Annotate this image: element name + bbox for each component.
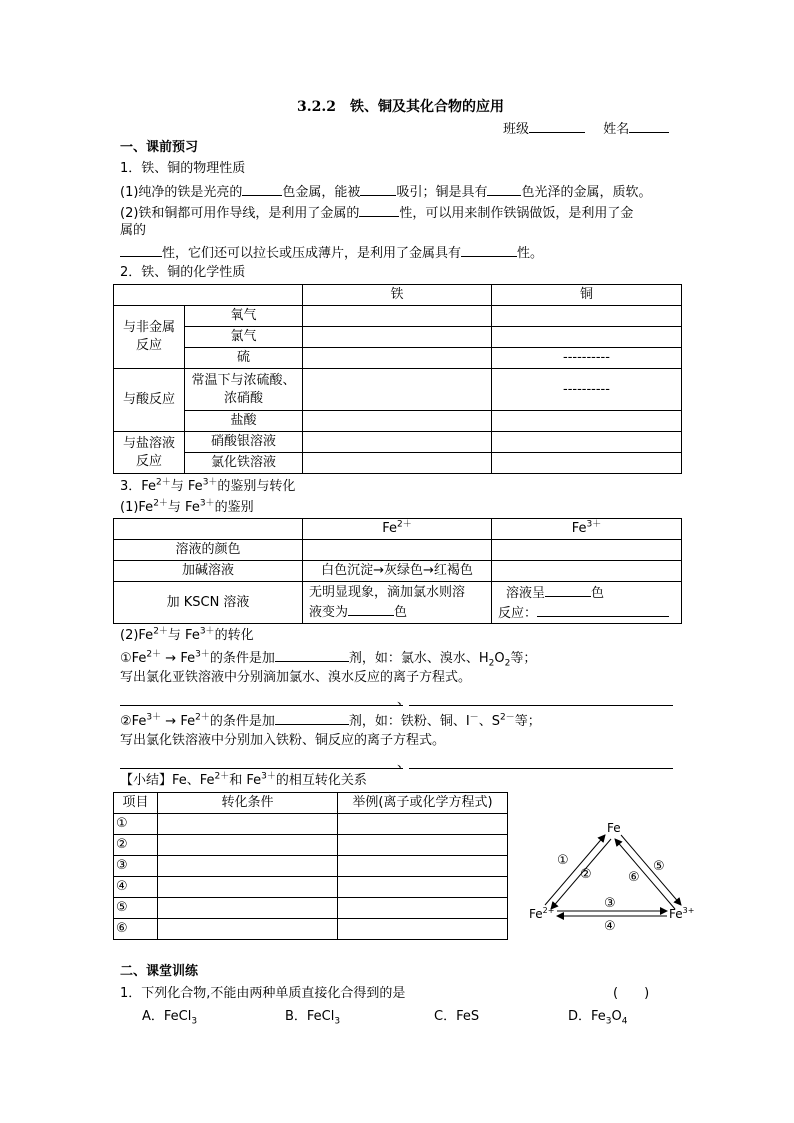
row-add-kscn: 加 KSCN 溶液 <box>114 582 303 624</box>
label-1: ① <box>557 853 569 868</box>
summary-cell[interactable] <box>158 877 338 898</box>
table1-corner <box>114 285 303 306</box>
sup-3plus: 3＋ <box>261 771 276 782</box>
conv1-b: → Fe <box>161 651 196 666</box>
conv2-c: 的条件是加 <box>209 714 275 729</box>
option-b-sub: 3 <box>334 1016 341 1027</box>
group-nonmetal <box>114 306 185 369</box>
comma-1: 、 <box>397 693 411 708</box>
conc-acid-line1: 常温下与浓硫酸、 <box>191 372 296 388</box>
cell-sulfur-copper-dashes: ---------- <box>492 348 682 369</box>
conv2-b: → Fe <box>161 714 196 729</box>
label-3: ③ <box>604 896 616 911</box>
summary-row-label: ④ <box>114 877 158 898</box>
option-d-sub1: 3 <box>605 1016 612 1027</box>
cell-base-fe2: 白色沉淀→灰绿色→红褐色 <box>303 561 492 582</box>
q1-p1-b: 色金属，能被 <box>282 185 361 200</box>
kscn-fe3-b: 色 <box>591 585 605 601</box>
row-chlorine: 氯气 <box>185 327 303 348</box>
summary-cell[interactable] <box>158 898 338 919</box>
node-fe2-sup: 2+ <box>542 906 555 915</box>
cell-chlorine-iron[interactable] <box>303 327 492 348</box>
summary-cell[interactable] <box>158 835 338 856</box>
cell-color-fe2[interactable] <box>303 540 492 561</box>
class-field <box>503 119 669 139</box>
sup-3plus: 3＋ <box>199 626 215 637</box>
option-d[interactable] <box>568 1008 627 1026</box>
q1-p2-b: 性，可以用来制作铁锅做饭，是利用了金 <box>399 206 634 221</box>
cell-sulfur-iron[interactable] <box>303 348 492 369</box>
cell-conc-acid-iron[interactable] <box>303 369 492 411</box>
summary-cell[interactable] <box>338 919 508 940</box>
chemical-properties-table <box>113 284 682 474</box>
conversion-2 <box>120 711 541 731</box>
group-nonmetal-line2: 反应 <box>135 338 162 353</box>
cell-agno3-copper[interactable] <box>492 432 682 453</box>
q1-p2-a: (2)铁和铜都可用作导线，是利用了金属的 <box>120 206 360 221</box>
node-fe: Fe <box>607 821 621 835</box>
q2-title: 2．铁、铜的化学性质 <box>120 265 246 280</box>
row-add-base: 加碱溶液 <box>114 561 303 582</box>
class-blank[interactable] <box>529 119 585 133</box>
label-4: ④ <box>604 919 616 934</box>
blank-kscn-fe3-reaction[interactable] <box>537 603 669 617</box>
summary-title <box>120 772 367 790</box>
blank-iron-color[interactable] <box>242 182 282 196</box>
cell-hcl-iron[interactable] <box>303 411 492 432</box>
answer-line-1b[interactable] <box>409 705 673 706</box>
q1-p3-b: 性。 <box>517 246 544 261</box>
kscn-fe2-line1: 无明显现象，滴加氯水则溶 <box>309 584 466 600</box>
summary-row-label: ⑥ <box>114 919 158 940</box>
summary-cell[interactable] <box>338 814 508 835</box>
row-solution-color: 溶液的颜色 <box>114 540 303 561</box>
cell-color-fe3[interactable] <box>492 540 682 561</box>
table2-header-fe2 <box>303 519 492 540</box>
q1-p1-a: (1)纯净的铁是光亮的 <box>120 185 243 200</box>
node-fe3-sup: 3+ <box>682 906 695 915</box>
table2-header-fe3 <box>492 519 682 540</box>
table2-corner <box>114 519 303 540</box>
q3-sub1-b: 与 Fe <box>167 500 200 515</box>
summary-row-label: ① <box>114 814 158 835</box>
option-d-sub2: 4 <box>621 1016 628 1027</box>
page-title: 3.2.2 铁、铜及其化合物的应用 <box>297 99 504 115</box>
row-fecl3: 氯化铁溶液 <box>185 453 303 474</box>
summary-row-label: ③ <box>114 856 158 877</box>
q3-sub1-a: (1)Fe <box>120 500 154 515</box>
sup-2plus: 2＋ <box>153 626 168 637</box>
sup-2plus: 2＋ <box>153 498 168 509</box>
summary-row-label: ⑤ <box>114 898 158 919</box>
answer-line-2b[interactable] <box>409 768 673 769</box>
q3-title-b: 与 Fe <box>170 479 203 494</box>
option-d-text: D．Fe <box>568 1009 606 1024</box>
sub-2: 2 <box>488 658 495 669</box>
summary-a: 【小结】Fe、Fe <box>120 773 215 788</box>
sup-2plus: 2＋ <box>146 649 162 660</box>
fe3-label: Fe <box>571 521 587 536</box>
group-salt-line1: 与盐溶液 <box>122 435 175 451</box>
cell-kscn-fe3 <box>492 582 682 624</box>
q3-sub2-a: (2)Fe <box>120 628 154 643</box>
iron-triangle-diagram <box>525 815 705 940</box>
label-5: ⑤ <box>653 859 665 874</box>
option-a[interactable] <box>142 1008 197 1026</box>
fe2-label: Fe <box>382 521 398 536</box>
blank-attract[interactable] <box>360 182 396 196</box>
sup-minus: － <box>469 712 479 723</box>
arrow-6 <box>615 839 675 909</box>
label-6: ⑥ <box>628 870 640 885</box>
name-label: 姓名 <box>603 122 630 137</box>
q3-sub2 <box>120 627 254 645</box>
class-label: 班级 <box>503 122 530 137</box>
q3-sub2-b: 与 Fe <box>167 628 200 643</box>
summary-cell[interactable] <box>338 877 508 898</box>
conv1-c: 的条件是加 <box>209 651 275 666</box>
q3-sub1-c: 的鉴别 <box>214 500 254 515</box>
option-a-sub: 3 <box>191 1016 198 1027</box>
conc-acid-line2: 浓硝酸 <box>223 390 263 406</box>
group-salt <box>114 432 185 474</box>
option-b-text: B．FeCl <box>285 1009 335 1024</box>
summary-header-example: 举例(离子或化学方程式) <box>338 793 508 814</box>
cell-oxygen-iron[interactable] <box>303 306 492 327</box>
q1-p1-d: 色光泽的金属，质软。 <box>521 185 652 200</box>
node-fe2 <box>529 906 554 921</box>
sup-2plus: 2＋ <box>195 712 210 723</box>
sup-3plus: 3＋ <box>202 477 218 488</box>
node-fe3-label: Fe <box>669 907 683 921</box>
label-2: ② <box>580 867 592 882</box>
sup-3plus: 3＋ <box>199 498 215 509</box>
kscn-fe2-b: 液变为 <box>309 604 349 620</box>
conv1-d: 剂，如：氯水、溴水、H <box>348 651 489 666</box>
q1-paragraph-3 <box>120 243 543 263</box>
sup-2plus: 2＋ <box>397 519 412 530</box>
blank-conductivity[interactable] <box>359 203 399 217</box>
blank-reductant[interactable] <box>275 711 349 725</box>
kscn-fe2-c: 色 <box>394 604 408 620</box>
cell-fecl3-iron[interactable] <box>303 453 492 474</box>
conversion-1 <box>120 648 536 668</box>
q1-p3-a: 性，它们还可以拉长或压成薄片，是利用了金属具有 <box>162 246 462 261</box>
summary-c: 的相互转化关系 <box>275 773 367 788</box>
summary-row-label: ② <box>114 835 158 856</box>
conv1-e: O <box>494 651 505 666</box>
q3-title-a: 3．Fe <box>120 479 157 494</box>
cell-conc-acid-copper-dashes: ---------- <box>492 369 682 411</box>
sup-2minus: 2－ <box>499 712 515 723</box>
cell-fecl3-copper[interactable] <box>492 453 682 474</box>
conv2-f: 等； <box>514 714 541 729</box>
blank-copper-color[interactable] <box>487 182 521 196</box>
conversion-2-instruction: 写出氯化铁溶液中分别加入铁粉、铜反应的离子方程式。 <box>120 733 446 748</box>
sup-3plus: 3＋ <box>195 649 210 660</box>
q3-title-c: 的鉴别与转化 <box>217 479 296 494</box>
option-d-mid: O <box>611 1009 622 1024</box>
practice-q1-answer-paren[interactable]: ( ) <box>613 986 650 1001</box>
summary-header-condition: 转化条件 <box>158 793 338 814</box>
option-b[interactable] <box>285 1008 340 1026</box>
q3-sub2-c: 的转化 <box>214 628 254 643</box>
conv1-a: ①Fe <box>120 651 147 666</box>
comma-2: 、 <box>397 756 411 771</box>
summary-cell[interactable] <box>338 856 508 877</box>
kscn-fe3-c: 反应： <box>498 605 538 621</box>
node-fe3 <box>669 906 694 921</box>
group-acid: 与酸反应 <box>114 369 185 432</box>
answer-line-2a[interactable] <box>120 768 403 769</box>
summary-cell[interactable] <box>338 898 508 919</box>
node-fe2-label: Fe <box>529 907 543 921</box>
conv2-a: ②Fe <box>120 714 147 729</box>
blank-oxidant[interactable] <box>275 648 349 662</box>
summary-cell[interactable] <box>158 814 338 835</box>
section2-heading: 二、课堂训练 <box>120 964 199 979</box>
cell-kscn-fe2 <box>303 582 492 624</box>
cell-base-fe3[interactable] <box>492 561 682 582</box>
q3-title <box>120 478 295 496</box>
q1-p1-c: 吸引；铜是具有 <box>396 185 488 200</box>
conversion-1-instruction: 写出氯化亚铁溶液中分别滴加氯水、溴水反应的离子方程式。 <box>120 670 472 685</box>
conv1-f: 等； <box>510 651 537 666</box>
row-conc-acid <box>185 369 303 411</box>
summary-cell[interactable] <box>158 856 338 877</box>
summary-table <box>113 792 508 940</box>
table1-header-copper: 铜 <box>492 285 682 306</box>
cell-agno3-iron[interactable] <box>303 432 492 453</box>
sup-2plus: 2＋ <box>214 771 230 782</box>
q1-title: 1．铁、铜的物理性质 <box>120 161 246 176</box>
summary-cell[interactable] <box>158 919 338 940</box>
group-nonmetal-line1: 与非金属 <box>122 320 175 335</box>
sub-2: 2 <box>504 658 511 669</box>
q1-p2-c: 属的 <box>120 223 147 238</box>
practice-q1: 1．下列化合物,不能由两种单质直接化合得到的是 <box>120 986 406 1001</box>
conv2-e: 、S <box>478 714 500 729</box>
summary-b: 和 Fe <box>229 773 262 788</box>
arrow-1 <box>545 835 605 905</box>
section1-heading: 一、课前预习 <box>120 140 199 155</box>
row-sulfur: 硫 <box>185 348 303 369</box>
identification-table <box>113 518 682 624</box>
cell-chlorine-copper[interactable] <box>492 327 682 348</box>
name-blank[interactable] <box>629 119 669 133</box>
summary-header-item: 项目 <box>114 793 158 814</box>
blank-ductility[interactable] <box>461 243 517 257</box>
sup-2plus: 2＋ <box>156 477 171 488</box>
q1-paragraph-1 <box>120 182 651 202</box>
cell-hcl-copper[interactable] <box>492 411 682 432</box>
blank-thermal[interactable] <box>120 243 162 257</box>
option-c[interactable]: C．FeS <box>434 1009 480 1024</box>
blank-kscn-fe3-color[interactable] <box>545 583 591 597</box>
sup-3plus: 3＋ <box>146 712 162 723</box>
answer-line-1a[interactable] <box>120 705 403 706</box>
q3-sub1 <box>120 499 254 517</box>
sup-3plus: 3＋ <box>586 519 602 530</box>
option-a-text: A．FeCl <box>142 1009 192 1024</box>
summary-cell[interactable] <box>338 835 508 856</box>
table1-header-iron: 铁 <box>303 285 492 306</box>
blank-kscn-fe2[interactable] <box>348 602 394 616</box>
row-oxygen: 氧气 <box>185 306 303 327</box>
row-agno3: 硝酸银溶液 <box>185 432 303 453</box>
kscn-fe3-a: 溶液呈 <box>506 585 546 601</box>
q1-paragraph-2 <box>120 203 633 223</box>
group-salt-line2: 反应 <box>135 453 162 469</box>
cell-oxygen-copper[interactable] <box>492 306 682 327</box>
row-hcl: 盐酸 <box>185 411 303 432</box>
conv2-d: 剂，如：铁粉、铜、I <box>348 714 470 729</box>
